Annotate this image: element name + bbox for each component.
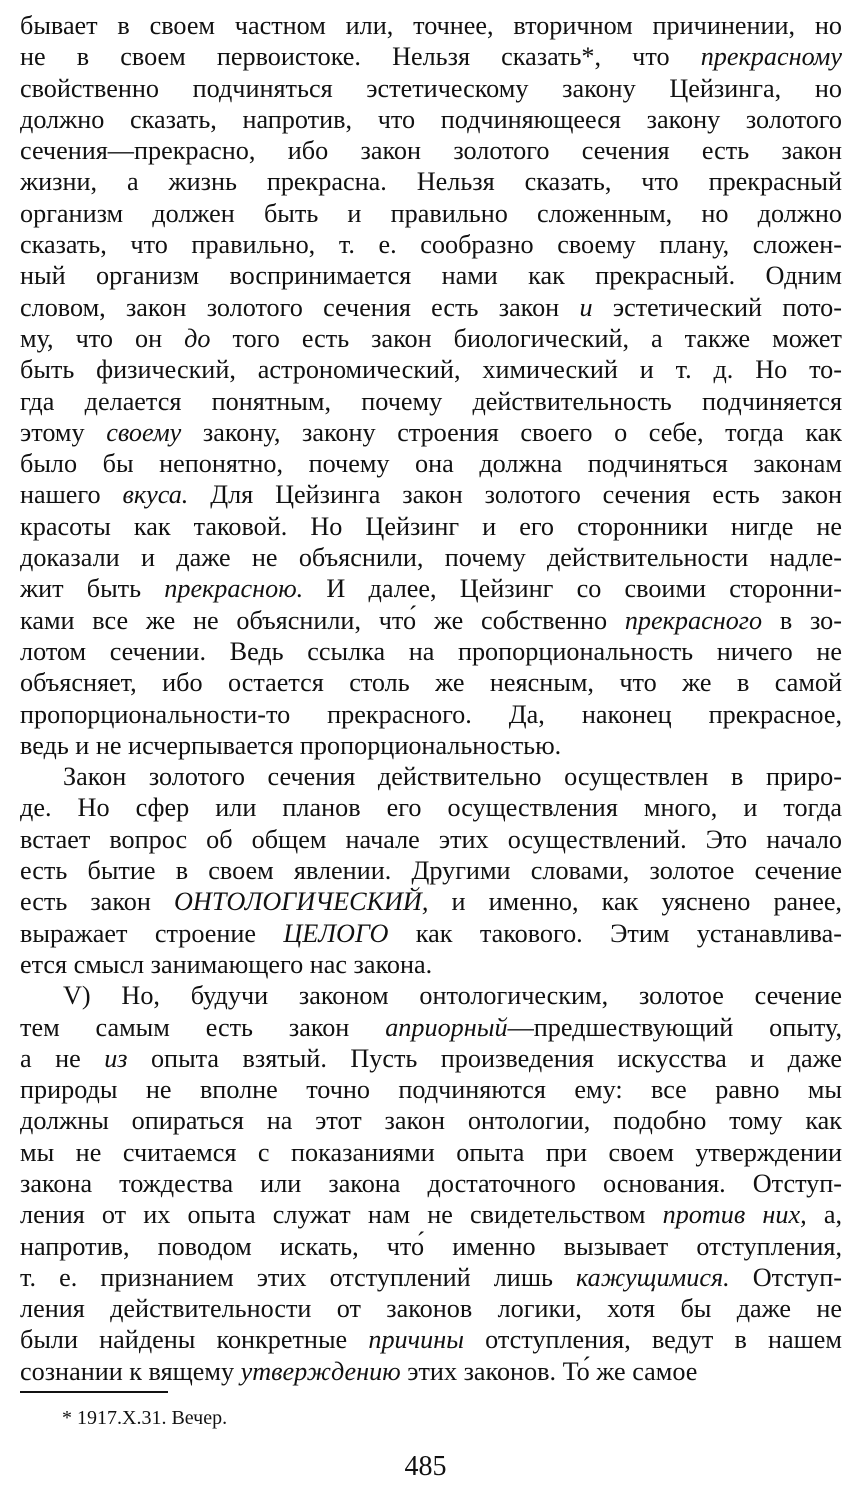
text-run: выражает строение bbox=[20, 918, 284, 948]
text-run: были найдены конкретные bbox=[20, 1325, 369, 1355]
text-run: сознании к вящему bbox=[20, 1356, 241, 1386]
text-run: V) Но, будучи законом онтологическим, золотое сечение bbox=[63, 981, 842, 1011]
text-run: закону, закону строения своего о себе, тогда как bbox=[181, 417, 842, 447]
text-run: сечения—прекрасно, ибо закон золотого сечения есть закон bbox=[20, 136, 842, 166]
text-run: есть закон bbox=[20, 887, 175, 917]
text-run: пропорциональности-то прекрасного. Да, наконец прекрасное, bbox=[20, 699, 842, 729]
text-run: словом, закон золотого сечения есть закон bbox=[20, 292, 580, 322]
italic-text: причины bbox=[368, 1325, 464, 1355]
text-run: и именно, как уяснено ранее, bbox=[428, 887, 842, 917]
italic-text: до bbox=[184, 323, 211, 353]
text-run: мы не считаемся с показаниями опыта при своем утверждении bbox=[20, 1137, 842, 1167]
italic-text: прекрасному bbox=[700, 42, 842, 72]
italic-text: из bbox=[104, 1043, 128, 1073]
italic-text: своему bbox=[106, 417, 182, 447]
text-run: напротив, поводом искать, что́ именно вызывает отступления, bbox=[20, 1231, 842, 1261]
text-run: жизни, а жизнь прекрасна. Нельзя сказать, что прекрасный bbox=[20, 167, 842, 197]
text-line bbox=[20, 323, 842, 354]
text-line bbox=[20, 730, 842, 761]
italic-text: ОНТОЛОГИЧЕСКИЙ, bbox=[174, 887, 429, 917]
text-run: опыта взятый. Пусть произведения искусства и даже bbox=[127, 1043, 842, 1073]
text-line bbox=[20, 667, 842, 698]
text-line bbox=[20, 73, 842, 104]
text-line bbox=[20, 699, 842, 730]
text-run: в зо- bbox=[762, 605, 842, 635]
text-line bbox=[20, 448, 842, 479]
italic-text: ЦЕЛОГО bbox=[283, 918, 389, 948]
text-line bbox=[20, 761, 842, 792]
text-line bbox=[20, 1231, 842, 1262]
text-run: му, что он bbox=[20, 323, 185, 353]
text-line bbox=[20, 292, 842, 323]
text-run: организм должен быть и правильно сложенным, но должно bbox=[20, 198, 842, 228]
footnote: * 1917.X.31. Вечер. bbox=[62, 1407, 228, 1429]
text-run: жит быть bbox=[20, 574, 165, 604]
text-line bbox=[20, 886, 842, 917]
text-run: гда делается понятным, почему действительность подчиняется bbox=[20, 386, 842, 416]
text-run: должно сказать, напротив, что подчиняющееся закону золотого bbox=[20, 104, 842, 134]
text-line bbox=[20, 41, 842, 72]
page-number: 485 bbox=[404, 1451, 447, 1482]
text-line bbox=[20, 1168, 842, 1199]
paragraph bbox=[20, 980, 842, 1387]
text-run: —предшествующий опыту, bbox=[507, 1012, 842, 1042]
text-run: а, bbox=[806, 1200, 842, 1230]
italic-text: прекрасною. bbox=[164, 574, 304, 604]
text-run: Закон золотого сечения действительно осуществлен в приро- bbox=[63, 762, 842, 792]
text-line bbox=[20, 573, 842, 604]
text-line bbox=[20, 10, 842, 41]
text-line bbox=[20, 386, 842, 417]
text-run: встает вопрос об общем начале этих осуществлений. Это начало bbox=[20, 824, 842, 854]
page-body bbox=[20, 10, 842, 1387]
text-run: быть физический, астрономический, химический и т. д. Но то- bbox=[20, 355, 842, 385]
text-run: объясняет, ибо остается столь же неясным, что же в самой bbox=[20, 668, 842, 698]
italic-text: вкуса. bbox=[122, 480, 189, 510]
text-line bbox=[20, 104, 842, 135]
text-run: Отступ- bbox=[729, 1262, 842, 1292]
text-run: нашего bbox=[20, 480, 123, 510]
text-line bbox=[20, 417, 842, 448]
text-run: а не bbox=[20, 1043, 105, 1073]
italic-text: и bbox=[579, 292, 593, 322]
text-line bbox=[20, 1012, 842, 1043]
text-line bbox=[20, 855, 842, 886]
text-run: этому bbox=[20, 417, 107, 447]
text-run: И далее, Цейзинг со своими сторонни- bbox=[303, 574, 842, 604]
text-run: ется смысл занимающего нас закона. bbox=[20, 949, 433, 979]
italic-text: кажущимися. bbox=[576, 1262, 730, 1292]
text-run: эстетический пото- bbox=[592, 292, 842, 322]
text-run: лотом сечении. Ведь ссылка на пропорциональность ничего не bbox=[20, 636, 842, 666]
text-line bbox=[20, 1199, 842, 1230]
text-run: ведь и не исчерпывается пропорциональностью. bbox=[20, 730, 562, 760]
text-line bbox=[20, 260, 842, 291]
text-run: того есть закон биологический, а также может bbox=[210, 323, 842, 353]
italic-text: против них, bbox=[662, 1200, 807, 1230]
text-line bbox=[20, 479, 842, 510]
text-line bbox=[20, 605, 842, 636]
text-run: де. Но сфер или планов его осуществления много, и тогда bbox=[20, 793, 842, 823]
text-run: ления от их опыта служат нам не свидетельством bbox=[20, 1200, 663, 1230]
text-line bbox=[20, 1293, 842, 1324]
text-line bbox=[20, 1262, 842, 1293]
text-line bbox=[20, 918, 842, 949]
text-run: ками все же не объяснили, что́ же собственно bbox=[20, 605, 625, 635]
text-line bbox=[20, 198, 842, 229]
text-run: свойственно подчиняться эстетическому закону Цейзинга, но bbox=[20, 73, 842, 103]
text-line bbox=[20, 166, 842, 197]
text-run: Для Цейзинга закон золотого сечения есть закон bbox=[188, 480, 842, 510]
text-run: т. е. признанием этих отступлений лишь bbox=[20, 1262, 576, 1292]
text-run: этих законов. То́ же самое bbox=[400, 1356, 698, 1386]
italic-text: утверждению bbox=[240, 1356, 401, 1386]
text-run: природы не вполне точно подчиняются ему: все равно мы bbox=[20, 1075, 842, 1105]
text-line bbox=[20, 949, 842, 980]
text-line bbox=[20, 1074, 842, 1105]
text-run: было бы непонятно, почему она должна подчиняться законам bbox=[20, 449, 842, 479]
text-run: доказали и даже не объяснили, почему действительности надле- bbox=[20, 543, 842, 573]
text-line bbox=[20, 511, 842, 542]
paragraph bbox=[20, 10, 842, 761]
text-run: отступления, ведут в нашем bbox=[463, 1325, 842, 1355]
text-line bbox=[20, 354, 842, 385]
text-run: ный организм воспринимается нами как прекрасный. Одним bbox=[20, 261, 842, 291]
text-line bbox=[20, 824, 842, 855]
text-run: ления действительности от законов логики, хотя бы даже не bbox=[20, 1294, 842, 1324]
text-line bbox=[20, 229, 842, 260]
text-run: тем самым есть закон bbox=[20, 1012, 386, 1042]
text-line bbox=[20, 135, 842, 166]
text-run: есть бытие в своем явлении. Другими словами, золотое сечение bbox=[20, 856, 842, 886]
text-run: как такового. Этим устанавлива- bbox=[388, 918, 842, 948]
footnote-rule bbox=[20, 1391, 168, 1393]
text-line bbox=[20, 1324, 842, 1355]
text-run: бывает в своем частном или, точнее, вторичном причинении, но bbox=[20, 11, 842, 40]
paragraph bbox=[20, 761, 842, 980]
text-line bbox=[20, 1043, 842, 1074]
text-line bbox=[20, 1137, 842, 1168]
text-line bbox=[20, 636, 842, 667]
text-run: сказать, что правильно, т. е. сообразно своему плану, сложен- bbox=[20, 230, 842, 260]
italic-text: прекрасного bbox=[624, 605, 763, 635]
text-line bbox=[20, 1105, 842, 1136]
text-line bbox=[20, 1356, 842, 1387]
text-run: закона тождества или закона достаточного основания. Отступ- bbox=[20, 1168, 842, 1198]
text-run: должны опираться на этот закон онтологии, подобно тому как bbox=[20, 1106, 842, 1136]
text-run: не в своем первоистоке. Нельзя сказать*, что bbox=[20, 42, 701, 72]
text-line bbox=[20, 792, 842, 823]
text-run: красоты как таковой. Но Цейзинг и его сторонники нигде не bbox=[20, 511, 842, 541]
text-line bbox=[20, 542, 842, 573]
text-line bbox=[20, 980, 842, 1011]
italic-text: априорный bbox=[385, 1012, 508, 1042]
